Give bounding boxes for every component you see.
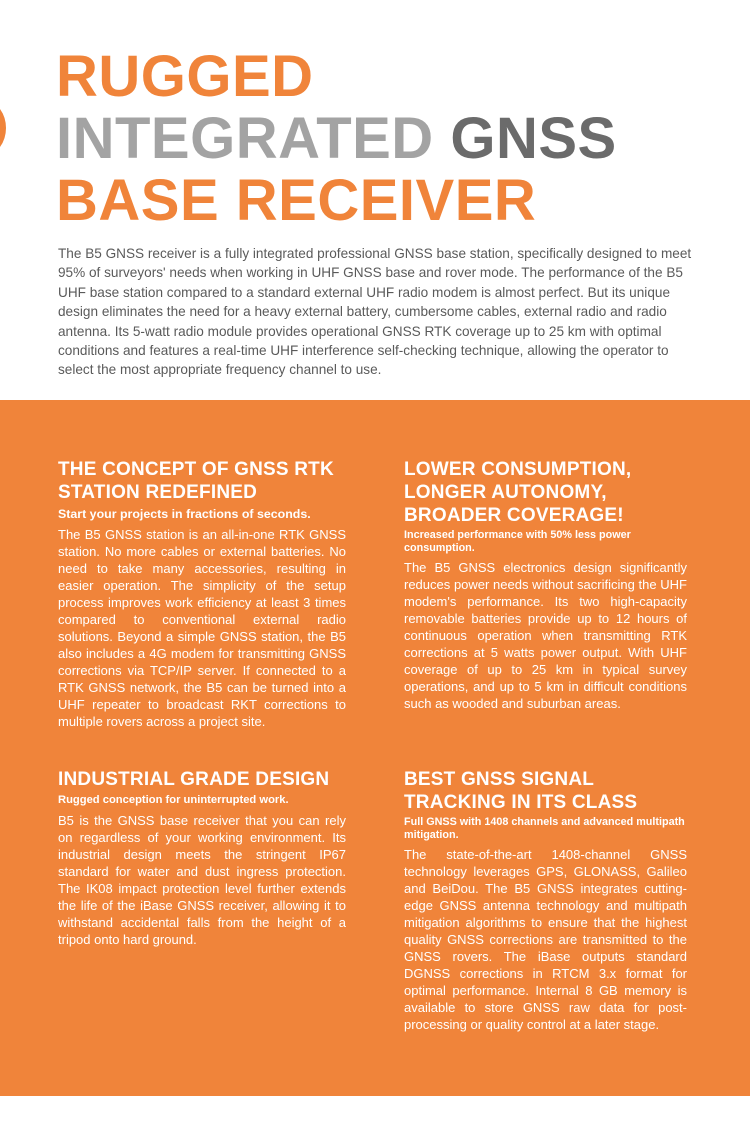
headline-line-integrated-gnss: [56, 106, 617, 171]
section-concept-subtitle: Start your projects in fractions of seconds.: [58, 507, 311, 521]
section-consumption-subtitle: Increased performance with 50% less power consumption.: [404, 529, 631, 554]
section-concept-body: The B5 GNSS station is an all-in-one RTK GNSS station. No more cables or external batteries. No need to take many accessories, resulting in easier operation. The simplicity of the setup process improves work efficiency at least 3 times compared to conventional external radio solutions. Beyond a simple GNSS station, the B5 also includes a 4G modem for transmitting GNSS corrections via TCP/IP server. If connected to a RTK GNSS network, the B5 can be turned into a UHF repeater to broadcast RKT corrections to multiple rovers across a project site.: [58, 527, 346, 729]
section-industrial-design-body: B5 is the GNSS base receiver that you can rely on regardless of your working environment. Its industrial design meets the stringent IP67 standard for water and dust ingress protection. The IK08 impact protection level further extends the life of the iBase GNSS receiver, allowing it to withstand accidental falls from the height of a tripod onto hard ground.: [58, 813, 346, 947]
section-concept-title: THE CONCEPT OF GNSS RTK STATION REDEFINED: [58, 459, 334, 503]
section-industrial-design-subtitle: Rugged conception for uninterrupted work.: [58, 794, 289, 806]
headline-word-gnss: GNSS: [450, 106, 617, 171]
section-consumption-title: LOWER CONSUMPTION, LONGER AUTONOMY, BROADER COVERAGE!: [404, 459, 632, 526]
headline-line-rugged: RUGGED: [56, 44, 314, 109]
headline-word-integrated: INTEGRATED: [56, 106, 434, 171]
section-signal-tracking-subtitle: Full GNSS with 1408 channels and advanced multipath mitigation.: [404, 816, 685, 841]
section-consumption-body: The B5 GNSS electronics design significantly reduces power needs without sacrificing the UHF modem's performance. Its two high-capacity removable batteries provide up to 12 hours of continuous operation when transmitting RTK corrections at 5 watts power output. With UHF coverage of up to 25 km in typical survey operations, and up to 5 km in difficult conditions such as wooded and suburban areas.: [404, 560, 687, 711]
section-signal-tracking-title: BEST GNSS SIGNAL TRACKING IN ITS CLASS: [404, 769, 638, 813]
page-headline: [56, 46, 617, 232]
decorative-circle-icon: [0, 95, 6, 161]
section-consumption: [404, 458, 687, 712]
section-industrial-design-title: INDUSTRIAL GRADE DESIGN: [58, 769, 330, 790]
section-industrial-design: [58, 768, 346, 948]
intro-paragraph: The B5 GNSS receiver is a fully integrated professional GNSS base station, specifically designed to meet 95% of surveyors' needs when working in UHF GNSS base and rover mode. The performance of the B5 UHF base station compared to a standard external UHF radio modem is almost perfect. But its unique design eliminates the need for a heavy external battery, cumbersome cables, external radio and radio antenna. Its 5-watt radio module provides operational GNSS RTK coverage up to 25 km with optimal conditions and features a real-time UHF interference self-checking technique, allowing the operator to select the most appropriate frequency channel to use.: [58, 246, 692, 378]
headline-line-base-receiver: BASE RECEIVER: [56, 168, 537, 233]
section-signal-tracking: [404, 768, 687, 1033]
section-concept: [58, 458, 346, 730]
section-signal-tracking-body: The state-of-the-art 1408-channel GNSS technology leverages GPS, GLONASS, Galileo and BeiDou. The B5 GNSS integrates cutting-edge GNSS antenna technology and multipath mitigation algorithms to ensure that the highest quality GNSS corrections are transmitted to the GNSS rovers. The iBase outputs standard DGNSS corrections in RTCM 3.x format for optimal performance. Internal 8 GB memory is available to store GNSS raw data for post-processing or quality control at a later stage.: [404, 847, 687, 1032]
